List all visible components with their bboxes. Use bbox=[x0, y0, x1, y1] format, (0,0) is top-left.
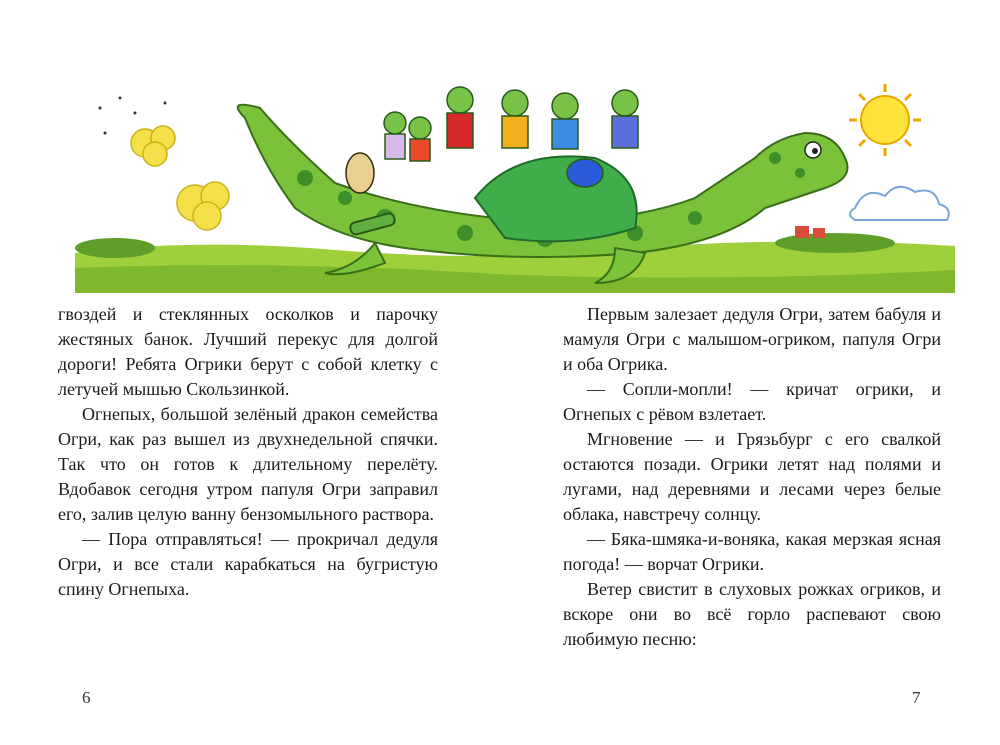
page-number-right: 7 bbox=[912, 688, 921, 707]
cage-icon bbox=[346, 153, 374, 193]
left-paragraph-3: — Пора отправляться! — прокричал дедуля Огри, и все стали карабкаться на бугристую спину Огнепыха. bbox=[58, 529, 438, 599]
right-paragraph-3: Мгновение — и Грязьбург с его свалкой остаются позади. Огрики летят над полями и лугами, над деревнями и лесами через белые облака, навстречу солнцу. bbox=[563, 429, 941, 524]
left-paragraph-1: гвоздей и стеклянных осколков и парочку жестяных банок. Лучший перекус для долгой дороги! Ребята Огрики берут с собой клетку с летучей мышью Скользинкой. bbox=[58, 304, 438, 399]
right-paragraph-2: — Сопли-мопли! — кричат огрики, и Огнепых с рёвом взлетает. bbox=[563, 379, 941, 424]
right-paragraph-5: Ветер свистит в слуховых рожках огриков, и вскоре они во всё горло распевают свою любимую песню: bbox=[563, 579, 941, 649]
dragon-illustration bbox=[75, 78, 955, 293]
right-page-text bbox=[563, 302, 941, 652]
left-paragraph-2: Огнепых, большой зелёный дракон семейства Огри, как раз вышел из двухнедельной спячки. Так что он готов к длительному перелёту. Вдобавок сегодня утром папуля Огри заправил его, залив целую ванну бензомыльного раствора. bbox=[58, 404, 438, 524]
right-paragraph-1: Первым залезает дедуля Огри, затем бабуля и мамуля Огри с малышом-огриком, папуля Огри и оба Огрика. bbox=[563, 304, 941, 374]
left-page-text bbox=[58, 302, 438, 602]
right-paragraph-4: — Бяка-шмяка-и-воняка, какая мерзкая ясная погода! — ворчат Огрики. bbox=[563, 529, 941, 574]
page-number-left: 6 bbox=[82, 688, 91, 707]
